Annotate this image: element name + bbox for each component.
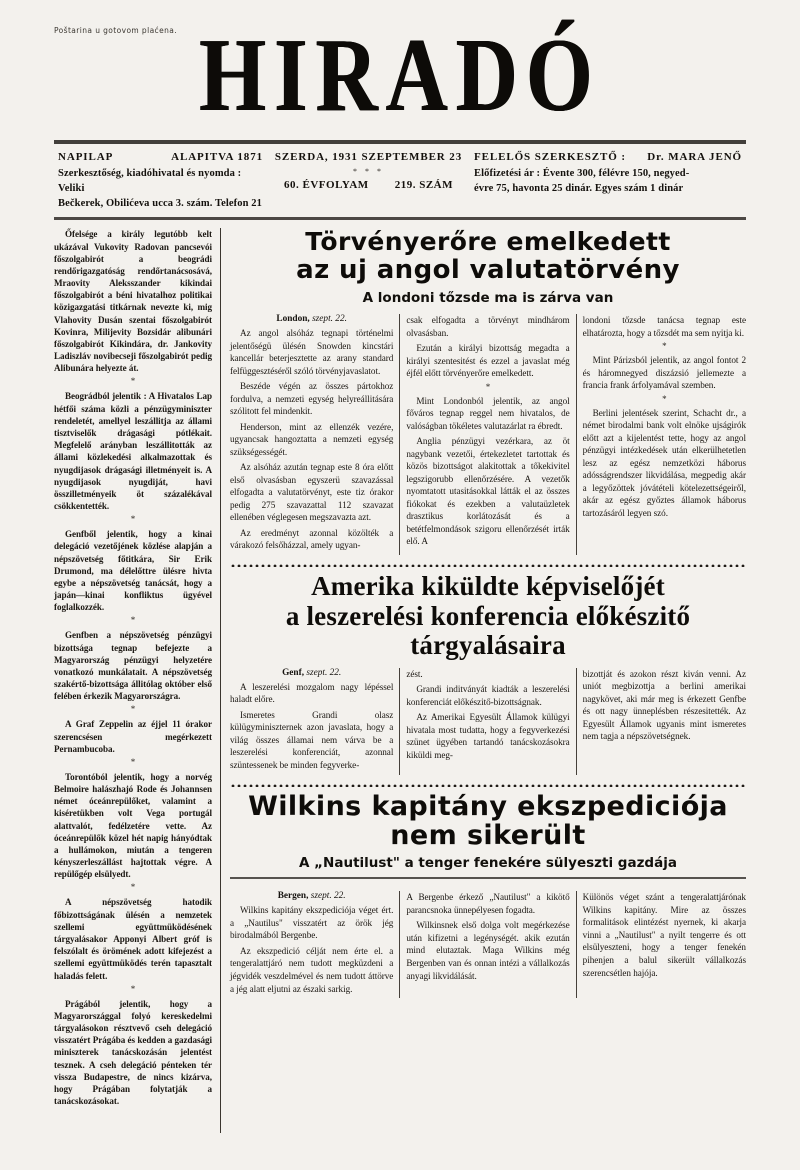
- article1-paragraph: londoni tőzsde tanácsa tegnap este elhatározta, hogy a tőzsdét ma sem nyitja ki.: [582, 315, 746, 338]
- article1-paragraph: Ezután a királyi bizottság megadta a királyi szentesitést és ezzel a javaslat még éjfél előtt törvényerőre emelkedett.: [406, 343, 570, 379]
- brief-separator: *: [130, 615, 136, 626]
- article2-col3: [577, 668, 746, 775]
- info-editor: [470, 151, 746, 212]
- article3-paragraph: Az ekszpedició célját nem érte el. a tengeralattjáró nem tudott megküzdeni a jégvidék veszdelmével és nem tudott áttörve a jég alatt eljutni az északi sarkig.: [230, 945, 394, 994]
- article2-col2: [400, 668, 576, 775]
- infobar-rule: [54, 217, 746, 220]
- article1-subhead: A londoni tőzsde ma is zárva van: [362, 289, 614, 306]
- issue-date: SZERDA, 1931 SZEPTEMBER 23: [274, 150, 463, 163]
- article2-columns: [230, 668, 746, 775]
- article2-headline-line3: tárgyalásaira: [410, 630, 566, 661]
- main-articles-area: [221, 228, 746, 1133]
- article1-headline-line1: Törvényerőre emelkedett: [305, 227, 671, 257]
- article3-headline-line2: nem sikerült: [390, 820, 586, 852]
- brief-item: A népszövetség hatodik főbizottságának ülésén a nemzetek szellemi együttmüködésének tárgyalásakor Apponyi Albert gróf is felszólalt és örömének adott kifejezést a szellemi együttmüködés terén tapasztalt haladás felett.: [54, 897, 212, 981]
- article1-paragraph: Az angol alsóház tegnapi történelmi jelentőségü ülésén Snowden kincstári kancellár beterjesztette az arany standard felfüggesztéséről szóló törvényjavaslatot.: [230, 328, 394, 376]
- article3-col2: [400, 891, 576, 998]
- article1-columns: [230, 314, 746, 555]
- article1-paragraph: Mint Párizsból jelentik, az angol fontot 2 és háromnegyed diszázsió jellemezte a francia frank árfolyamával szemben.: [582, 355, 746, 391]
- brief-item: Prágából jelentik, hogy a Magyarországgal folyó kereskedelmi tárgyalásokon résztvevő cseh delegáció visszatért Prágába és kedden a gazdasági miniszterek tanácskozásán jelentést tesznek. A cseh delegáció pénteken tér vissza Budapestre, de nincs kizárva, hogy Prágában folytatják a tanácskozásokat.: [54, 998, 212, 1107]
- issue-number: 219. SZÁM: [394, 178, 453, 191]
- masthead-info-bar: [54, 151, 746, 212]
- subscription-line1: Előfizetési ár : Évente 300, félévre 150, negyed-: [474, 167, 690, 179]
- editorial-address-line2: Bečkerek, Obilićeva ucca 3. szám. Telefon 21: [58, 197, 262, 209]
- postmark-notice: Poštarina u gotovom plaćena.: [54, 26, 178, 35]
- article2-paragraph: bizottját és azokon részt kiván venni. Az uniót megbizottja a berlini amerikai nagykövet, aki már meg is érkezett Genfbe és ott nagy ünneplésben részesitették. Az Egyesült Államok ugyanis mint ismeretes nem tagja a népszövetségnek.: [582, 668, 746, 742]
- article2-headline-line2: a leszerelési konferencia előkészitő: [285, 600, 691, 631]
- article3-paragraph: A Bergenbe érkező „Nautilust" a kikötő parancsnoka ünnepélyesen fogadta.: [406, 892, 570, 915]
- page-content: [54, 228, 746, 1133]
- article1-dateline: [230, 314, 393, 324]
- article1-paragraph: Az eredményt azonnal közölték a várakozó felsőházzal, amely ugyan-: [230, 527, 394, 551]
- article3-dateline: [230, 891, 393, 901]
- article3-subhead: A „Nautilust" a tenger fenekére sülyeszti gazdája: [299, 854, 677, 871]
- napilap-label: NAPILAP: [58, 150, 114, 163]
- masthead: [0, 0, 800, 134]
- editor-name: Dr. MARA JENŐ: [647, 150, 742, 163]
- brief-item: Őfelsége a király legutóbb kelt ukázával Vukovity Radovan pancsevói főszolgabirót a beográdi rendőrigazgatóság rendőrtanácsosává, Mraovity Aleksszander kikindai főszolgabirót a béni hivatalhoz politikai közigazgatási titkárnak nevezte ki, mig Vlahovity Dusán szentai főszolgabirót Kovinra, Milijevity Bozsidár alibunári főszolgabirót Kikindára, dr. Jankovity Ladiszláv novibecseji főszolgabirót pedig Alibunára helyezte át.: [54, 229, 212, 374]
- brief-item: Genfben a népszövetség pénzügyi bizottsága tegnap befejezte a Magyarország pénzügyi helyzetére vonatkozó munkálatait. A népszövetség szakértő-bizottsága állitólag október első felében érkezik Magyarországra.: [54, 630, 212, 702]
- article2-paragraph: Grandi inditványát kiadták a leszerelési konferenciát előkészitő-bizottságnak.: [406, 684, 570, 707]
- article1-paragraph: Henderson, mint az ellenzék vezére, ugyancsak hangoztatta a nemzeti egység szükségességét.: [230, 421, 394, 457]
- article1-paragraph: Anglia pénzügyi vezérkara, az öt nagybank vezetői, értekezletet tartottak és közös bizottságot alakitottak a tőkekivitel legszigorubb ellenőrzésére. A vezetők nyomtatott utasitásokkal látták el az összes fiókokat és ezekben a valutaüzletek drasztikus korlátozását és a betétfelmondások szigoru ellenőrzését irták elő. A: [406, 436, 570, 547]
- brief-item: Torontóból jelentik, hogy a norvég Belmoire halászhajó Rode és Johannsen német óceánrepülőket, valamint a kiséretükben volt Vega portugál alattvalót, fedélzetére vette. Az óceánrepülők közel hét napig hányódtak a hullámokon, miután a tengeren kényszerleszállást hajtottak végre. A repülőgép elsülyedt.: [54, 771, 212, 880]
- article3-col3: [577, 891, 746, 998]
- article1-paragraph: csak elfogadta a törvényt mindhárom olvasásban.: [406, 315, 570, 338]
- paragraph-separator: *: [485, 381, 491, 392]
- paragraph-separator: *: [662, 341, 667, 352]
- article1-col1: [230, 314, 400, 555]
- article1-col2: [400, 314, 576, 555]
- founded-label: ALAPITVA 1871: [171, 150, 263, 163]
- article3-paragraph: Wilkins kapitány ekszpediciója véget ért. a „Nautilus" visszatért az örök jég birodalmából Bergenbe.: [230, 905, 394, 941]
- newspaper-title: HIRADÓ: [199, 16, 601, 134]
- article2-col1: [230, 668, 400, 775]
- brief-separator: *: [130, 882, 136, 893]
- info-date: [267, 151, 470, 212]
- article1-headline-line2: az uj angol valutatörvény: [296, 255, 680, 286]
- masthead-rule: [54, 140, 746, 144]
- article1-col3: [577, 314, 746, 555]
- brief-item: A Graf Zeppelin az éjjel 11 órakor szerencsésen megérkezett Pernambucoba.: [54, 719, 212, 754]
- info-publication: [54, 151, 267, 212]
- brief-separator: *: [130, 514, 136, 525]
- brief-item: Genfből jelentik, hogy a kinai delegáció vezetőjének közlése alapján a népszövetség főtitkára, Sir Erik Drumond, ma délelőttre ülésre hivta egybe a népszövetség tanácsát, hogy a japán—kinai konfliktus ügyével foglalkozzék.: [54, 529, 212, 613]
- article1-paragraph: Mint Londonból jelentik, az angol főváros tegnap reggel nem hivatalos, de valóságban tökéletes valutazárlat ra ébredt.: [406, 395, 570, 431]
- article3-columns: [230, 891, 746, 998]
- editor-label: FELELŐS SZERKESZTŐ :: [474, 150, 626, 163]
- dateline-date: szept. 22.: [312, 314, 347, 325]
- article2-paragraph: zést.: [406, 668, 423, 679]
- paragraph-separator: *: [662, 393, 667, 404]
- article-angol-valutatorveny: [230, 228, 746, 554]
- bottom-spacer: [230, 998, 746, 1133]
- article2-paragraph: Ismeretes Grandi olasz külügyminiszternek azon javaslata, hogy a világ összes államai nem várva be a leszerelési konferenciát, azonnal szüntessenek be minden fegyverke-: [230, 709, 394, 770]
- article1-paragraph: Az alsóház azután tegnap este 8 óra előtt első olvasásban egyszerü szavazással elfogadta a valutatörvényt, este tiz órakor pedig 275 szavazattal 112 szavazat ellenében véglegesen megszavazta azt.: [230, 462, 394, 523]
- dateline-date: szept. 22.: [310, 891, 346, 902]
- article1-paragraph: Berlini jelentések szerint, Schacht dr., a német birodalmi bank volt elnöke ujságirók előtt azt a kijelentést tette, hogy az angol pénzügyi intézkedések után elkerülhetetlen lesz az egész nemzetközi háborus adósságrendszer likvidálása, megpedig akár a legyőzöttek jóvátételi kötelezettségeiről, akár az egész győztes államok háborus tartozásáról legyen szó.: [582, 407, 746, 518]
- dateline-date: szept. 22.: [306, 667, 342, 678]
- article2-dateline: [230, 668, 393, 678]
- article-wilkins-expedicio: [230, 792, 746, 999]
- brief-separator: *: [130, 376, 136, 387]
- news-briefs-column: [54, 228, 221, 1133]
- article2-paragraph: Az Amerikai Egyesült Államok külügyi hivatala most tudatta, hogy a fegyverkezési szünet ügyében tartandó tanácskozásokra kiküldi meg-: [406, 712, 570, 760]
- article-divider-dotted: [230, 781, 746, 787]
- article2-headline-line1: Amerika kiküldte képviselőjét: [311, 570, 665, 601]
- article3-col1: [230, 891, 400, 998]
- article1-paragraph: Beszéde végén az összes pártokhoz fordulva, a nemzeti egység helyreállitására szólitott fel mindenkit.: [230, 381, 394, 417]
- star-divider: * * *: [353, 166, 384, 176]
- article-divider-dotted: [230, 561, 746, 567]
- article-amerika-leszereles: [230, 572, 746, 775]
- dateline-city: London,: [276, 314, 310, 325]
- volume-number: 60. ÉVFOLYAM: [284, 178, 369, 191]
- article3-rule: [230, 877, 746, 879]
- editorial-address-line1: Szerkesztőség, kiadóhivatal és nyomda : Veliki: [58, 167, 242, 194]
- dateline-city: Bergen,: [277, 891, 309, 902]
- article3-paragraph: Különös véget szánt a tengeralattjárónak Wilkins kapitány. Mire az összes formalitások elintézést nyernek, ki akarja vinni a „Nautilust" a nyilt tengerre és ott elsülyeszteni, hogy a tenger fenekén pihenjen a balul sikerült vállalkozás szerencsétlen hajója.: [582, 892, 746, 978]
- subscription-line2: évre 75, havonta 25 dinár. Egyes szám 1 dinár: [474, 182, 684, 194]
- article3-headline-line1: Wilkins kapitány ekszpediciója: [248, 790, 728, 822]
- article2-paragraph: A leszerelési mozgalom nagy lépéssel haladt előre.: [230, 681, 394, 705]
- brief-separator: *: [130, 704, 136, 715]
- brief-separator: *: [130, 756, 136, 767]
- brief-separator: *: [130, 983, 136, 994]
- brief-item: Beográdból jelentik : A Hivatalos Lap hétfői száma közli a pénzügyminiszter rendeletét, amellyel leszállitja az állami tisztviselők drágasági pótlékait. Megfelelő arányban leszállitották az állami közlekedési alkalmazottak és nyugdijasok drágasági illetményeit is. A nyugdijasok nyugdiját, havi összilletményeik öt százalékával csökkentették.: [54, 391, 212, 512]
- dateline-city: Genf,: [282, 667, 305, 678]
- article3-paragraph: Wilkinsnek első dolga volt megérkezése után kifizetni a legénységét. akik ezután mind elutaztak. Maga Wilkins még Bergenben van és onnan intézi a vállalkozás anyagi likvidálását.: [406, 920, 570, 981]
